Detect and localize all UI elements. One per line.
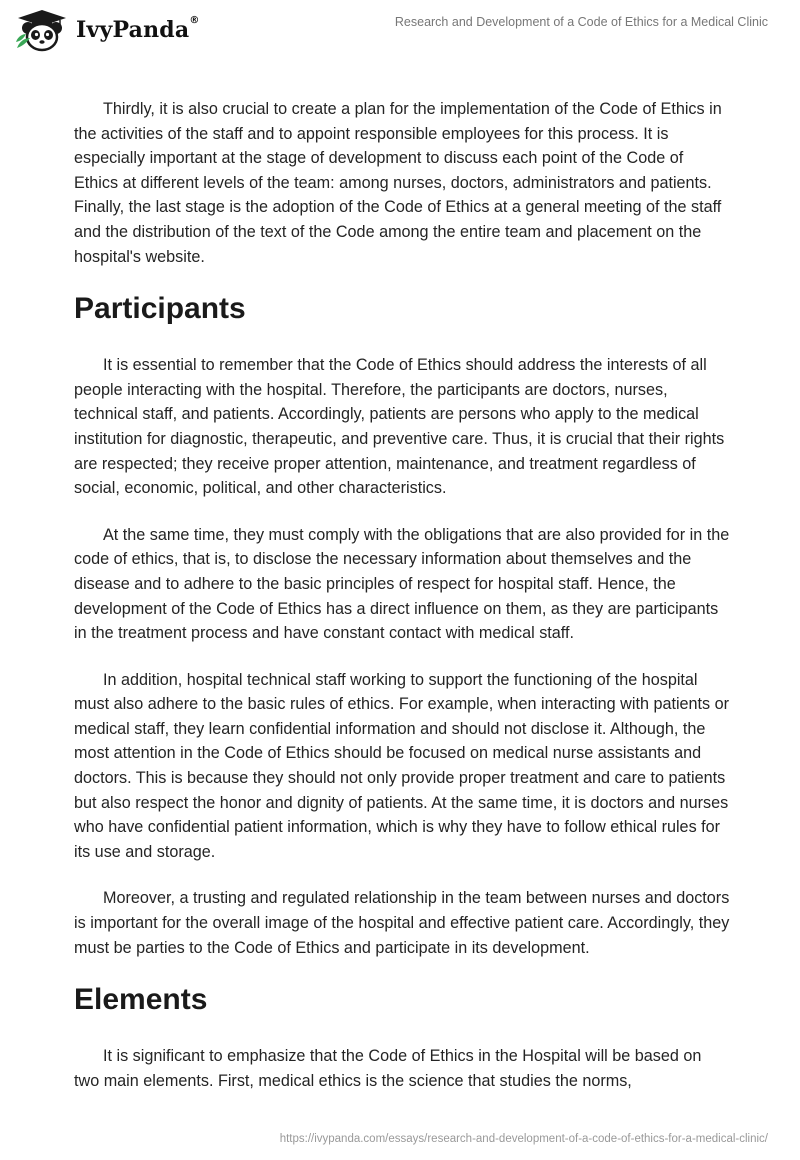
heading-elements: Elements [74,983,208,1017]
article-body [74,97,730,1115]
paragraph-technical-staff: In addition, hospital technical staff working to support the functioning of the hospital must also adhere to the basic rules of ethics. For example, when interacting with patients or medical staff, they learn confidential information and should not disclose it. Although, the most attention in the Code of Ethics should be focused on medical nurse assistants and doctors. This is because they should not only provide proper treatment and care to patients but also respect the honor and dignity of patients. At the same time, it is doctors and nurses who have confidential patient information, which is why they have to follow ethical rules for its use and storage. [74,670,730,861]
page-header [0,0,800,60]
paragraph-participants-intro: It is essential to remember that the Code of Ethics should address the interests of all people interacting with the hospital. Therefore, the participants are doctors, nurses, technical staff, and patients. Accordingly, patients are persons who apply to the medical institution for diagnostic, therapeutic, and preventive care. Thus, it is crucial that their rights are respected; they receive proper attention, maintenance, and treatment regardless of social, economic, political, and other characteristics. [74,356,725,498]
brand-name: IvyPanda® [76,15,200,43]
paragraph-patient-obligations: At the same time, they must comply with the obligations that are also provided for in the code of ethics, that is, to disclose the necessary information about themselves and the disease and to adhere to the basic principles of respect for hospital staff. Hence, the development of the Code of Ethics has a direct influence on them, as they are participants in the treatment process and have constant contact with medical staff. [74,525,730,643]
heading-participants: Participants [74,292,246,326]
document-title: Research and Development of a Code of Ethics for a Medical Clinic [394,15,768,29]
panda-graduate-icon [14,8,70,52]
paragraph-team-relationship: Moreover, a trusting and regulated relationship in the team between nurses and doctors is important for the overall image of the hospital and effective patient care. Accordingly, they must be parties to the Code of Ethics and participate in its development. [74,889,730,957]
ivypanda-logo[interactable] [14,8,200,52]
source-url-link[interactable]: https://ivypanda.com/essays/research-and-development-of-a-code-of-ethics-for-a-medical-clinic/ [279,1133,768,1145]
paragraph-elements-intro: It is significant to emphasize that the Code of Ethics in the Hospital will be based on two main elements. First, medical ethics is the science that studies the norms, [74,1047,702,1090]
paragraph-implementation: Thirdly, it is also crucial to create a plan for the implementation of the Code of Ethics in the activities of the staff and to appoint responsible employees for this process. It is especially important at the stage of development to discuss each point of the Code of Ethics at different levels of the team: among nurses, doctors, administrators and patients. Finally, the last stage is the adoption of the Code of Ethics at a general meeting of the staff and the distribution of the text of the Code among the entire team and placement on the hospital's website. [74,100,722,266]
registered-mark: ® [189,15,200,26]
